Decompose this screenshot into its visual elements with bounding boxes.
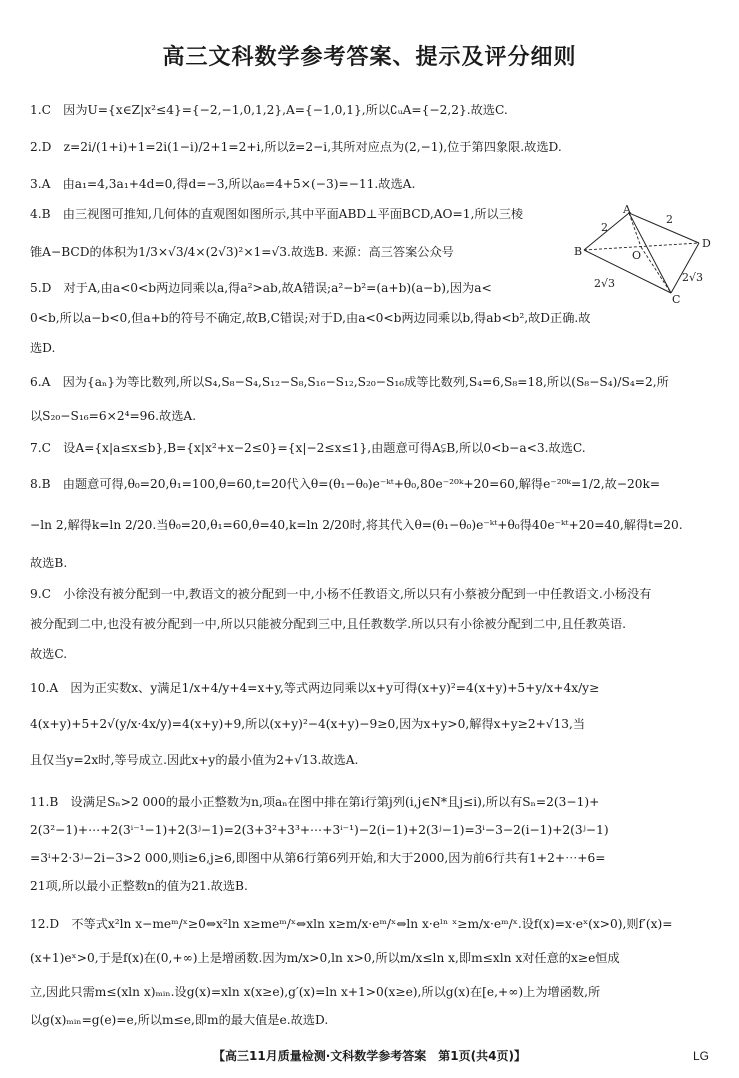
- answer-line: 故选C.: [30, 647, 68, 661]
- vertex-label-b: B: [574, 245, 583, 258]
- edge-ao-hidden: [629, 213, 641, 247]
- edge-ad: [629, 213, 699, 243]
- answer-line: 且仅当y=2x时,等号成立.因此x+y的最小值为2+√13.故选A.: [30, 753, 359, 767]
- answer-line: 锥A−BCD的体积为1/3×√3/4×(2√3)²×1=√3.故选B. 来源：高三答案公众号: [30, 245, 454, 259]
- answer-line: 1.C 因为U={x∈Z|x²≤4}={−2,−1,0,1,2},A={−1,0,1},所以∁ᵤA={−2,2}.故选C.: [30, 103, 508, 117]
- answer-line: 故选B.: [30, 556, 68, 570]
- vertex-label-o: O: [632, 249, 642, 262]
- page-footer: 【高三11月质量检测·文科数学参考答案 第1页(共4页)】: [213, 1049, 526, 1063]
- answer-line: 2.D z=2i/(1+i)+1=2i(1−i)/2+1=2+i,所以z̄=2−i,其所对应点为(2,−1),位于第四象限.故选D.: [30, 140, 562, 154]
- answer-line: 0<b,所以a−b<0,但a+b的符号不确定,故B,C错误;对于D,由a<0<b两边同乘以b,得ab<b²,故D正确.故: [30, 311, 591, 325]
- answer-line: 以g(x)ₘᵢₙ=g(e)=e,所以m≤e,即m的最大值是e.故选D.: [30, 1013, 329, 1027]
- answer-line: 选D.: [30, 341, 56, 355]
- answer-item-11: [30, 795, 715, 893]
- edge-label-ad: 2: [666, 213, 673, 226]
- answer-line: 5.D 对于A,由a<0<b两边同乘以a,得a²>ab,故A错误;a²−b²=(a+b)(a−b),因为a<: [30, 281, 492, 295]
- answer-item-7: [30, 441, 715, 455]
- answer-line: 9.C 小徐没有被分配到一中,教语文的被分配到一中,小杨不任教语文,所以只有小蔡被分配到一中任教语文.小杨没有: [30, 587, 652, 601]
- answer-line: 10.A 因为正实数x、y满足1/x+4/y+4=x+y,等式两边同乘以x+y可得(x+y)²=4(x+y)+5+y/x+4x/y≥: [30, 681, 600, 695]
- answer-line: 以S₂₀−S₁₆=6×2⁴=96.故选A.: [30, 409, 197, 423]
- edge-dc: [671, 243, 699, 293]
- vertex-label-a: A: [623, 205, 631, 216]
- answer-line: −ln 2,解得k=ln 2/20.当θ₀=20,θ₁=60,θ=40,k=ln 2/20时,将其代入θ=(θ₁−θ₀)e⁻ᵏᵗ+θ₀得40e⁻ᵏᵗ+20=40,解得t=20.: [30, 518, 683, 532]
- answer-line: 11.B 设满足Sₙ>2 000的最小正整数为n,项aₙ在图中排在第i行第j列(i,j∈N*且j≤i),所以有Sₙ=2(3−1)+: [30, 795, 600, 809]
- answer-line: (x+1)eˣ>0,于是f(x)在(0,+∞)上是增函数.因为m/x>0,ln x>0,所以m/x≤ln x,即m≤xln x对任意的x≥e恒成: [30, 951, 620, 965]
- vertex-label-d: D: [702, 237, 711, 250]
- answer-item-9: [30, 587, 715, 661]
- edge-label-ab: 2: [601, 221, 608, 234]
- answer-item-12: [30, 917, 715, 1027]
- answer-line: 被分配到二中,也没有被分配到一中,所以只能被分配到三中,且任教数学.所以只有小徐被分配到二中,且任教英语.: [30, 617, 627, 631]
- answer-item-10: [30, 681, 715, 767]
- edge-label-bc: 2√3: [594, 277, 616, 290]
- answer-item-1: [30, 103, 715, 117]
- vertex-label-c: C: [672, 293, 681, 305]
- answer-item-2: [30, 140, 715, 154]
- page-title: 高三文科数学参考答案、提示及评分细则: [162, 45, 577, 70]
- tetrahedron-figure: [574, 205, 714, 305]
- answer-line: 3.A 由a₁=4,3a₁+4d=0,得d=−3,所以a₆=4+5×(−3)=−11.故选A.: [30, 177, 416, 191]
- footer-code: LG: [692, 1049, 709, 1063]
- answer-item-6: [30, 375, 715, 423]
- answer-line: 4.B 由三视图可推知,几何体的直观图如图所示,其中平面ABD⊥平面BCD,AO=1,所以三棱: [30, 207, 524, 221]
- answer-line: 立,因此只需m≤(xln x)ₘᵢₙ.设g(x)=xln x(x≥e),g′(x)=ln x+1>0(x≥e),所以g(x)在[e,+∞)上为增函数,所: [30, 985, 601, 999]
- answer-item-8: [30, 477, 715, 570]
- answer-line: 12.D 不等式x²ln x−meᵐ/ˣ≥0⇔x²ln x≥meᵐ/ˣ⇔xln x≥m/x·eᵐ/ˣ⇔ln x·eˡⁿ ˣ≥m/x·eᵐ/ˣ.设f(x)=x·eˣ(x>0),则f′(x)=: [30, 917, 673, 931]
- answer-item-3: [30, 177, 715, 191]
- answer-line: 7.C 设A={x|a≤x≤b},B={x|x²+x−2≤0}={x|−2≤x≤1},由题意可得A⫋B,所以0<b−a<3.故选C.: [30, 441, 586, 455]
- edge-label-dc: 2√3: [682, 271, 704, 284]
- edge-bd-hidden: [584, 243, 699, 250]
- answer-line: 4(x+y)+5+2√(y/x·4x/y)=4(x+y)+9,所以(x+y)²−4(x+y)−9≥0,因为x+y>0,解得x+y≥2+√13,当: [30, 717, 586, 731]
- answer-line: 21项,所以最小正整数n的值为21.故选B.: [30, 879, 248, 893]
- answer-line: 8.B 由题意可得,θ₀=20,θ₁=100,θ=60,t=20代入θ=(θ₁−θ₀)e⁻ᵏᵗ+θ₀,80e⁻²⁰ᵏ+20=60,解得e⁻²⁰ᵏ=1/2,故−20k=: [30, 477, 661, 491]
- answer-line: 2(3²−1)+⋯+2(3ⁱ⁻¹−1)+2(3ʲ−1)=2(3+3²+3³+⋯+3ⁱ⁻¹)−2(i−1)+2(3ʲ−1)=3ⁱ−3−2(i−1)+2(3ʲ−1): [30, 823, 609, 837]
- answer-line: 6.A 因为{aₙ}为等比数列,所以S₄,S₈−S₄,S₁₂−S₈,S₁₆−S₁₂,S₂₀−S₁₆成等比数列,S₄=6,S₈=18,所以(S₈−S₄)/S₄=2,所: [30, 375, 669, 389]
- answer-line: =3ⁱ+2·3ʲ−2i−3>2 000,则i≥6,j≥6,即图中从第6行第6列开始,和大于2000,因为前6行共有1+2+⋯+6=: [30, 851, 606, 865]
- answer-item-4: [30, 207, 575, 259]
